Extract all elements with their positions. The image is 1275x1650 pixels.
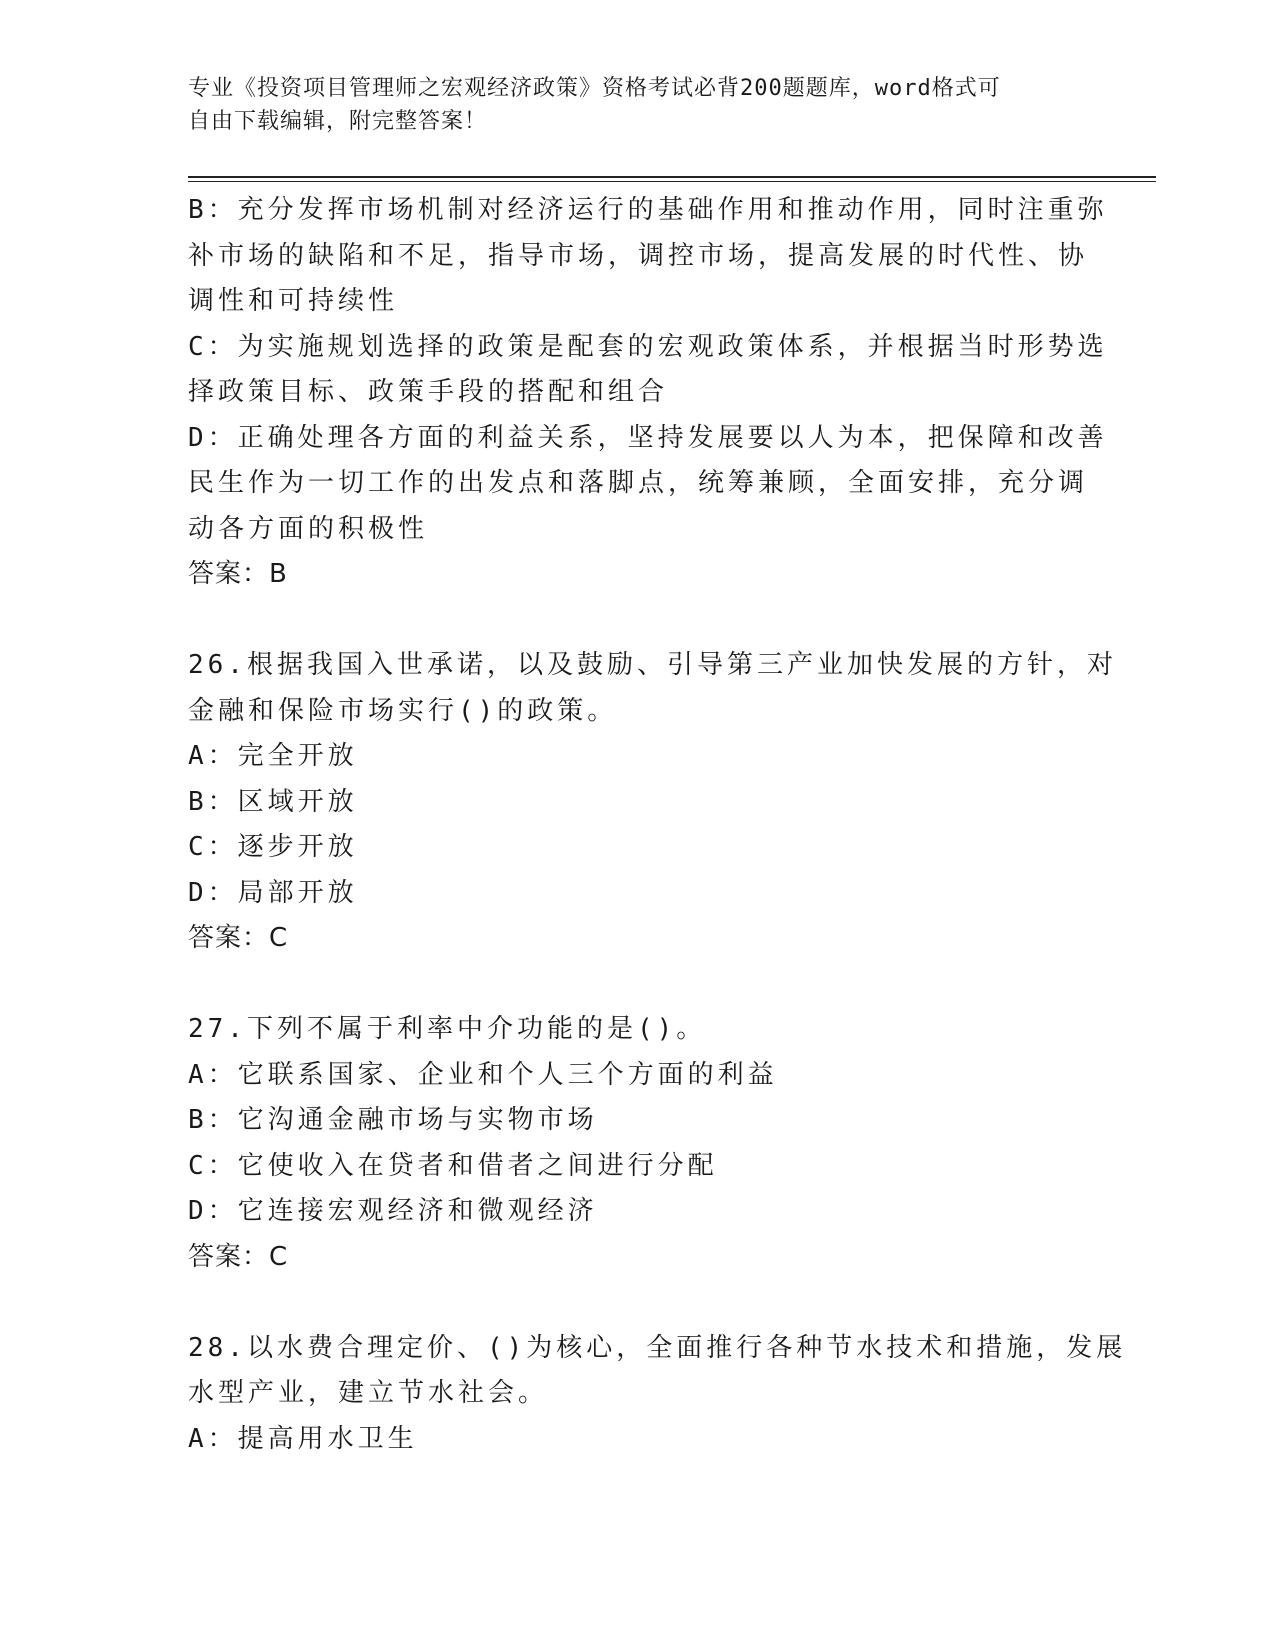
option-d: D：它连接宏观经济和微观经济	[188, 1196, 598, 1226]
spacer	[188, 598, 1088, 644]
option-c-line-2: 择政策目标、政策手段的搭配和组合	[188, 377, 669, 407]
answer-label: 答案：C	[188, 923, 289, 953]
spacer	[188, 962, 1088, 1008]
question-content	[188, 188, 1127, 1462]
option-c-line-1: C：为实施规划选择的政策是配套的宏观政策体系，并根据当时形势选	[188, 331, 1108, 362]
option-d: D：局部开放	[188, 877, 358, 908]
question-stem-line-2: 金融和保险市场实行()的政策。	[188, 695, 618, 726]
option-b: B：区域开放	[188, 786, 358, 817]
option-d-line-2: 民生作为一切工作的出发点和落脚点，统筹兼顾，全面安排，充分调	[188, 468, 1089, 498]
document-header	[188, 72, 1068, 138]
question-stem-line-2: 水型产业，建立节水社会。	[188, 1378, 549, 1408]
question-stem-line-1: 28.以水费合理定价、()为核心，全面推行各种节水技术和措施，发展	[188, 1332, 1127, 1363]
option-b-line-1: B：充分发挥市场机制对经济运行的基础作用和推动作用，同时注重弥	[188, 195, 1108, 225]
answer-label: 答案：C	[188, 1241, 289, 1272]
spacer	[188, 1280, 1088, 1326]
header-title-line-2: 自由下载编辑，附完整答案！	[188, 109, 488, 134]
answer-27	[188, 1235, 1088, 1281]
option-b-line-2: 补市场的缺陷和不足，指导市场，调控市场，提高发展的时代性、协	[188, 240, 1089, 271]
answer-label: 答案：B	[188, 559, 288, 589]
answer-26	[188, 916, 1088, 962]
question-28	[188, 1326, 1127, 1463]
question-25-tail	[188, 188, 1108, 598]
answer-25	[188, 552, 1088, 598]
option-c: C：它使收入在贷者和借者之间进行分配	[188, 1150, 718, 1181]
header-divider	[188, 176, 1156, 182]
option-a: A：它联系国家、企业和个人三个方面的利益	[188, 1059, 778, 1090]
option-b: B：它沟通金融市场与实物市场	[188, 1105, 598, 1135]
option-d-line-1: D：正确处理各方面的利益关系，坚持发展要以人为本，把保障和改善	[188, 422, 1108, 453]
question-26	[188, 643, 1117, 962]
option-c: C：逐步开放	[188, 832, 358, 862]
question-27	[188, 1007, 1088, 1280]
option-b-line-3: 调性和可持续性	[188, 286, 399, 316]
question-stem-line-1: 27.下列不属于利率中介功能的是()。	[188, 1014, 707, 1044]
option-a: A：提高用水卫生	[188, 1423, 418, 1454]
option-a: A：完全开放	[188, 741, 358, 771]
question-stem-line-1: 26.根据我国入世承诺，以及鼓励、引导第三产业加快发展的方针，对	[188, 650, 1117, 680]
option-d-line-3: 动各方面的积极性	[188, 513, 429, 544]
header-title-line-1: 专业《投资项目管理师之宏观经济政策》资格考试必背200题题库，word格式可	[188, 76, 1001, 101]
